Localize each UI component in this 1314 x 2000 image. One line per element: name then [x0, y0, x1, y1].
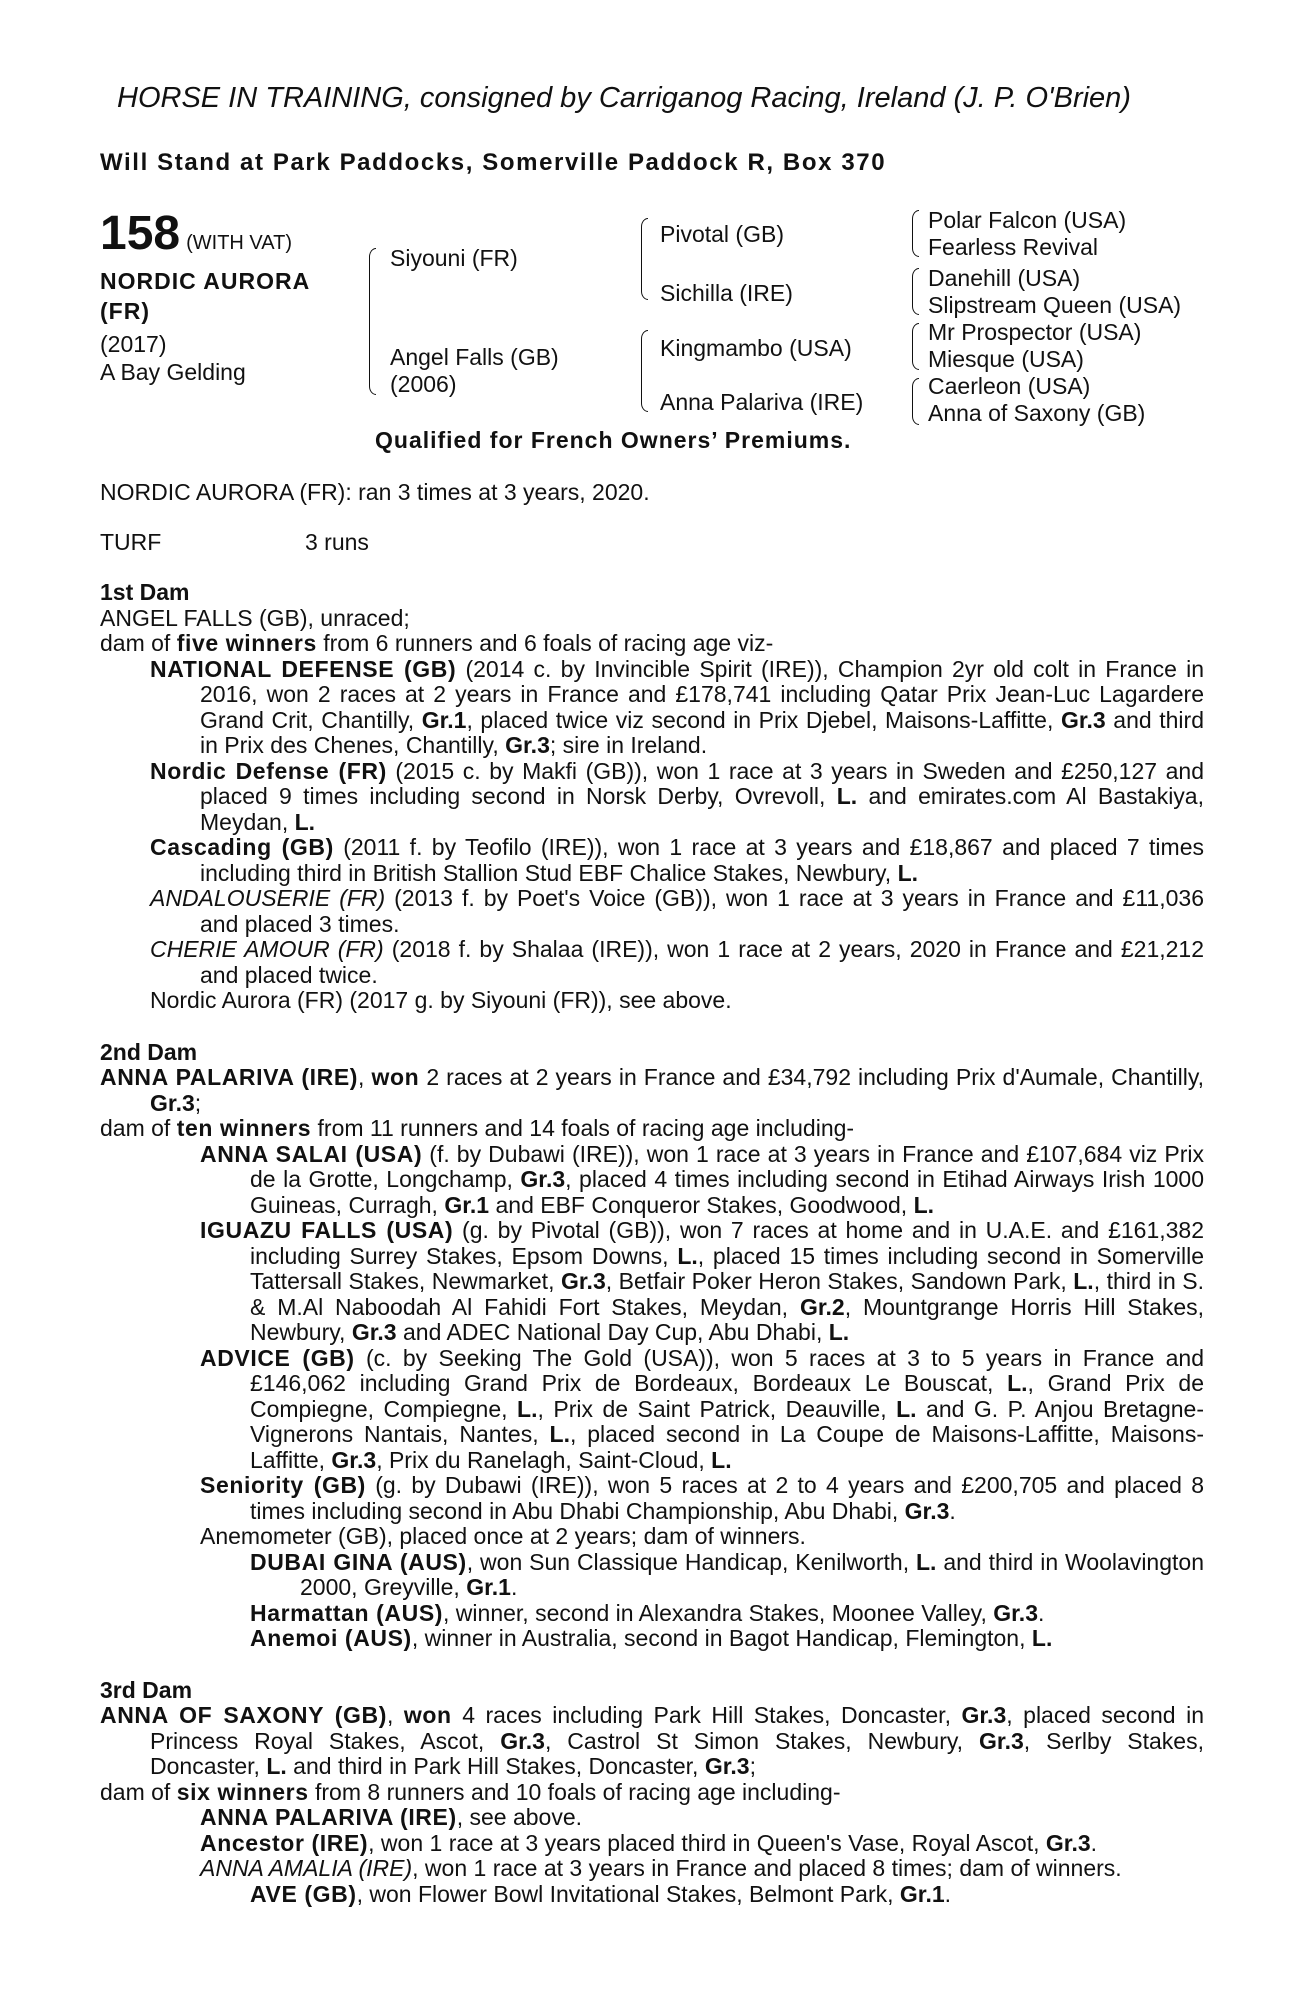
pedigree-brace [912, 323, 919, 370]
list-item: Nordic Aurora (FR) (2017 g. by Siyouni (FR)), see above. [150, 987, 732, 1013]
dam-dam: Anna Palariva (IRE) [660, 389, 864, 415]
first-dam-intro: ANGEL FALLS (GB), unraced; [100, 604, 410, 631]
list-item: Ancestor (IRE), won 1 race at 3 years placed third in Queen's Vase, Royal Ascot, Gr.3. [200, 1829, 1098, 1856]
list-item: DUBAI GINA (AUS), won Sun Classique Handicap, Kenilworth, L. and third in Woolavington 2000, Greyville, Gr.1. [250, 1548, 1204, 1600]
horse-info [100, 330, 246, 386]
list-item: ANNA SALAI (USA) (f. by Dubawi (IRE)), won 1 race at 3 years in France and £107,684 viz Prix de la Grotte, Longchamp, Gr.3, placed 4 times including second in Etihad Airways Irish 1000 Guineas, Curragh, Gr.1 and EBF Conqueror Stakes, Goodwood, L. [200, 1140, 1204, 1218]
horse-name-line1: NORDIC AURORA [100, 268, 311, 294]
lot-number: 158 [100, 207, 181, 260]
dam-sire: Kingmambo (USA) [660, 335, 852, 361]
sire: Siyouni (FR) [390, 245, 518, 271]
list-item: NATIONAL DEFENSE (GB) (2014 c. by Invincible Spirit (IRE)), Champion 2yr old colt in France in 2016, won 2 races at 2 years in France and £178,741 including Qatar Prix Jean-Luc Lagardere Grand Crit, Chantilly, Gr.1, placed twice viz second in Prix Djebel, Maisons-Laffitte, Gr.3 and third in Prix des Chenes, Chantilly, Gr.3; sire in Ireland. [150, 655, 1205, 758]
list-item: Cascading (GB) (2011 f. by Teofilo (IRE)), won 1 race at 3 years and £18,867 and placed 7 times including third in British Stallion Stud EBF Chalice Stakes, Newbury, L. [150, 834, 1204, 886]
pedigree-brace [912, 268, 919, 315]
grandsire-8: Anna of Saxony (GB) [928, 400, 1146, 426]
list-item: Anemometer (GB), placed once at 2 years; dam of winners. [200, 1523, 806, 1549]
dam-year: (2006) [390, 371, 457, 397]
second-dam-produce: dam of ten winners from 11 runners and 14 foals of racing age including- [100, 1115, 855, 1141]
list-item: ANNA PALARIVA (IRE), see above. [200, 1804, 583, 1830]
list-item: ANNA AMALIA (IRE), won 1 race at 3 years in France and placed 8 times; dam of winners. [200, 1855, 1122, 1881]
foaling-year: (2017) [100, 331, 167, 357]
sire-dam: Sichilla (IRE) [660, 280, 793, 306]
pedigree-brace [641, 330, 648, 412]
third-dam-produce: dam of six winners from 8 runners and 10 foals of racing age including- [100, 1778, 841, 1805]
list-item: Harmattan (AUS), winner, second in Alexandra Stakes, Moonee Valley, Gr.3. [250, 1599, 1045, 1626]
second-dam-intro: ANNA PALARIVA (IRE), won 2 races at 2 years in France and £34,792 including Prix d'Aumale, Chantilly, Gr.3; [100, 1064, 1205, 1116]
sire-sire: Pivotal (GB) [660, 221, 784, 247]
page-header: HORSE IN TRAINING, consigned by Carriganog Racing, Ireland (J. P. O'Brien) [117, 82, 1131, 114]
list-item: Anemoi (AUS), winner in Australia, second in Bagot Handicap, Flemington, L. [250, 1625, 1053, 1651]
pedigree-brace [369, 248, 376, 395]
grandsire-4: Slipstream Queen (USA) [928, 292, 1182, 318]
list-item: AVE (GB), won Flower Bowl Invitational Stakes, Belmont Park, Gr.1. [250, 1880, 952, 1907]
dam: Angel Falls (GB) [390, 344, 559, 370]
grandsire-3: Danehill (USA) [928, 265, 1081, 291]
horse-name-line2: (FR) [100, 298, 150, 324]
surface-label: TURF [100, 529, 162, 555]
vat-note: (WITH VAT) [186, 232, 292, 254]
third-dam-title: 3rd Dam [100, 1676, 193, 1703]
grandsire-6: Miesque (USA) [928, 346, 1084, 372]
lot-heading [100, 207, 292, 260]
list-item: Seniority (GB) (g. by Dubawi (IRE)), won 5 races at 2 to 4 years and £200,705 and placed 8 times including second in Abu Dhabi Championship, Abu Dhabi, Gr.3. [200, 1472, 1204, 1524]
third-dam-intro: ANNA OF SAXONY (GB), won 4 races including Park Hill Stakes, Doncaster, Gr.3, placed second in Princess Royal Stakes, Ascot, Gr.3, Castrol St Simon Stakes, Newbury, Gr.3, Serlby Stakes, Doncaster, L. and third in Park Hill Stakes, Doncaster, Gr.3; [100, 1702, 1205, 1779]
first-dam-produce: dam of five winners from 6 runners and 6 foals of racing age viz- [100, 630, 774, 656]
pedigree-brace [641, 218, 648, 300]
pedigree-brace [912, 210, 919, 257]
horse-name [100, 266, 310, 326]
list-item: ADVICE (GB) (c. by Seeking The Gold (USA)), won 5 races at 3 to 5 years in France and £146,062 including Grand Prix de Bordeaux, Bordeaux Le Bouscat, L., Grand Prix de Compiegne, Compiegne, L., Prix de Saint Patrick, Deauville, L. and G. P. Anjou Bretagne-Vignerons Nantais, Nantes, L., placed second in La Coupe de Maisons-Laffitte, Maisons-Laffitte, Gr.3, Prix du Ranelagh, Saint-Cloud, L. [200, 1344, 1205, 1473]
grandsire-1: Polar Falcon (USA) [928, 207, 1127, 233]
grandsire-5: Mr Prospector (USA) [928, 319, 1142, 345]
second-dam-title: 2nd Dam [100, 1038, 198, 1065]
produce-record [100, 580, 1204, 1907]
grandsire-7: Caerleon (USA) [928, 373, 1091, 399]
list-item: Nordic Defense (FR) (2015 c. by Makfi (GB)), won 1 race at 3 years in Sweden and £250,127 and placed 9 times including second in Norsk Derby, Ovrevoll, L. and emirates.com Al Bastakiya, Meydan, L. [150, 757, 1204, 835]
list-item: IGUAZU FALLS (USA) (g. by Pivotal (GB)), won 7 races at home and in U.A.E. and £161,382 including Surrey Stakes, Epsom Downs, L., placed 15 times including second in Somerville Tattersall Stakes, Newmarket, Gr.3, Betfair Poker Heron Stakes, Sandown Park, L., third in S. & M.Al Naboodah Al Fahidi Fort Stakes, Meydan, Gr.2, Mountgrange Horris Hill Stakes, Newbury, Gr.3 and ADEC National Day Cup, Abu Dhabi, L. [200, 1217, 1205, 1345]
list-item: CHERIE AMOUR (FR) (2018 f. by Shalaa (IRE)), won 1 race at 2 years, 2020 in France and £21,212 and placed twice. [150, 936, 1204, 988]
race-record: NORDIC AURORA (FR): ran 3 times at 3 years, 2020. [100, 479, 650, 505]
surface-runs: 3 runs [305, 529, 369, 555]
pedigree-brace [912, 378, 919, 425]
first-dam-title: 1st Dam [100, 579, 190, 605]
list-item: ANDALOUSERIE (FR) (2013 f. by Poet's Voice (GB)), won 1 race at 3 years in France and £11,036 and placed 3 times. [150, 885, 1204, 937]
grandsire-2: Fearless Revival [928, 234, 1098, 260]
premiums-note: Qualified for French Owners’ Premiums. [375, 427, 852, 453]
horse-description: A Bay Gelding [100, 359, 246, 385]
stand-location: Will Stand at Park Paddocks, Somerville Paddock R, Box 370 [100, 149, 887, 176]
